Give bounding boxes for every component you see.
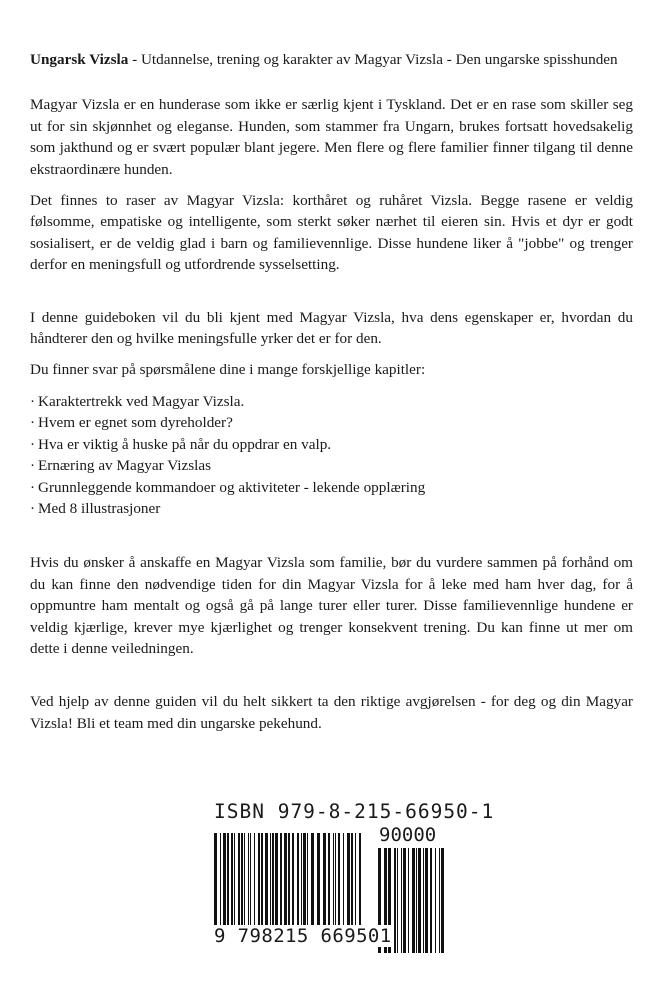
paragraph-guidebook: I denne guideboken vil du bli kjent med Magyar Vizsla, hva dens egenskaper er, hvordan du håndterer den og hvilke meningsfulle yrker det er for den. (30, 308, 633, 348)
list-item: · Grunnleggende kommandoer og aktiviteter - lekende opplæring (30, 477, 633, 498)
barcode-bar (441, 848, 444, 953)
isbn-barcode (200, 800, 495, 955)
barcode-bar (394, 848, 396, 953)
barcode-bar (418, 848, 421, 953)
list-item: · Hvem er egnet som dyreholder? (30, 412, 633, 433)
barcode-bar (403, 848, 406, 953)
paragraph-family: Hvis du ønsker å anskaffe en Magyar Vizsla som familie, bør du vurdere sammen på forhånd om du kan finne den nødvendige tiden for din Magyar Vizsla for å leke med ham hver dag, for å oppmuntre ham mentalt og også gå på lange turer eller turer. Disse familievennlige hundene er veldig kjærlige, krever mye kjærlighet og trenger konsekvent trening. Du kan finne ut mer om dette i denne veiledningen. (30, 554, 633, 657)
barcode-bar (423, 848, 424, 953)
barcode-bar (430, 848, 432, 953)
paragraph-closing: Ved hjelp av denne guiden vil du helt sikkert ta den riktige avgjørelsen - for deg og din Magyar Vizsla! Bli et team med din ungarske pekehund. (30, 693, 633, 732)
paragraph-chapters-intro: Du finner svar på spørsmålene dine i mange forskjellige kapitler: (30, 361, 426, 379)
barcode-bar (397, 848, 398, 953)
list-item: · Med 8 illustrasjoner (30, 498, 633, 519)
barcode-bar (412, 848, 415, 953)
barcode-bar (401, 848, 402, 953)
book-title-line (30, 49, 633, 70)
back-cover-text (30, 49, 633, 734)
barcode-bar (435, 848, 436, 953)
barcode-bar (416, 848, 417, 953)
paragraph-intro: Magyar Vizsla er en hunderase som ikke er særlig kjent i Tyskland. Det er en rase som skiller seg ut for sin skjønnhet og eleganse. Hunden, som stammer fra Ungarn, brukes fortsatt hovedsakelig som jakthund og er svært populær blant jegere. Men flere og flere familier finner tilgang til denne ekstraordinære hunden. (30, 96, 633, 178)
book-title: Ungarsk Vizsla (30, 51, 129, 68)
list-item: · Karaktertrekk ved Magyar Vizsla. (30, 391, 633, 412)
isbn-label: ISBN 979-8-215-66950-1 (214, 800, 495, 823)
paragraph-breeds: Det finnes to raser av Magyar Vizsla: korthåret og ruhåret Vizsla. Begge rasene er veldig følsomme, empatiske og intelligente, som sterkt søker nærhet til eieren sin. Hvis et dyr er godt sosialisert, er de veldig glad i barn og familievennlige. Disse hundene liker å "jobbe" og trenger derfor en meningsfull og utfordrende sysselsetting. (30, 192, 633, 274)
barcode-bar (439, 848, 440, 953)
chapter-list (30, 391, 633, 519)
price-code: 90000 (379, 824, 437, 846)
barcode-bar (425, 848, 428, 953)
list-item: · Ernæring av Magyar Vizslas (30, 455, 633, 476)
barcode-digits: 9 798215 669501 (214, 925, 392, 947)
list-item: · Hva er viktig å huske på når du oppdrar en valp. (30, 434, 633, 455)
barcode-bar (408, 848, 409, 953)
book-subtitle: - Utdannelse, trening og karakter av Magyar Vizsla - Den ungarske spisshunden (128, 51, 618, 68)
